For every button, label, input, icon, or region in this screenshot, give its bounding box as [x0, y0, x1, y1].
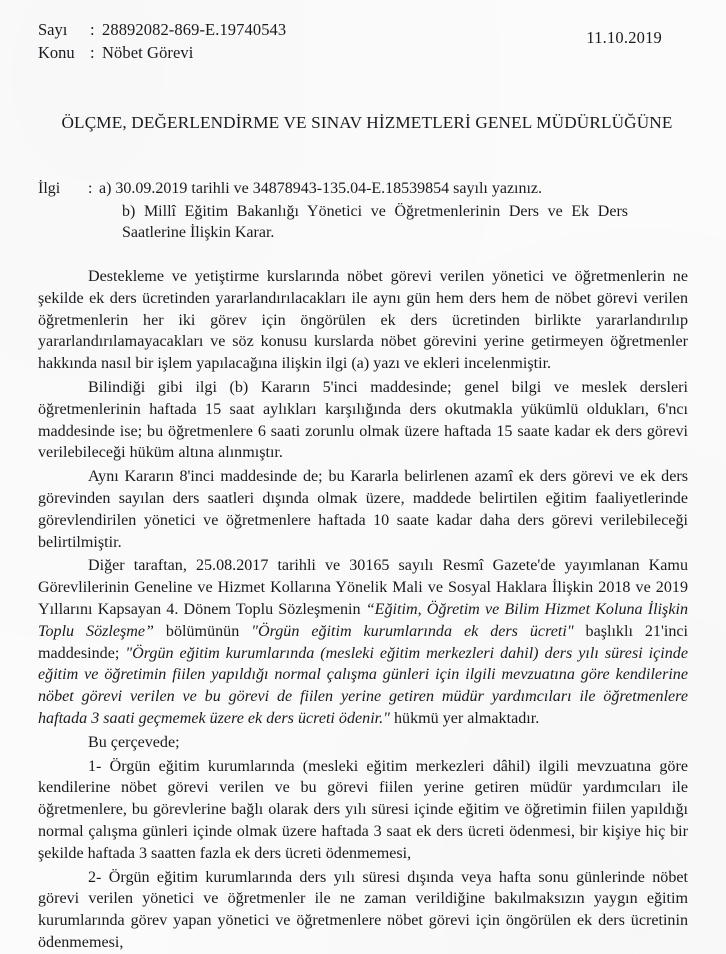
numbered-item-2: 2- Örgün eğitim kurumlarında ders yılı süresi dışında veya hafta sonu günlerinde nöbet görevi verilen yönetici ve öğretmenler ile ne zaman verildiğine bakılmaksızın yaygın eğitim kurumlarında görev yapan yönetici ve öğretmenlere nöbet görevi için öngörülen ek ders ücretinin ödenmemesi, — [38, 868, 688, 951]
reference-item-a: a) 30.09.2019 tarihli ve 34878943-135.04-E.18539854 sayılı yazınız. — [99, 179, 543, 197]
reference-item-a-row — [38, 178, 690, 200]
numbered-item-1: 1- Örgün eğitim kurumlarında (mesleki eğitim merkezleri dâhil) ilgili mevzuatına göre kendilerine nöbet görevi verilen ve bu görevi fiilen yerine getiren müdür yardımcıları ile öğretmenlere, bu görevlerine bağlı olarak ders yılı süresi içinde eğitim ve öğretimin fiilen yapıldığı normal çalışma günleri içinde olmak üzere haftada 3 saat ek ders ücreti ödenmesi, bir kişiye hiç bir şekilde haftada 3 saatten fazla ek ders ücreti ödenmemesi, — [38, 757, 688, 862]
references-block — [38, 178, 690, 244]
konu-row — [38, 41, 286, 64]
paragraph-4-link-1: bölümünün — [153, 622, 252, 640]
konu-label: Konu — [38, 43, 75, 63]
paragraph-bu-cercevede: Bu çerçevede; — [88, 733, 180, 751]
document-date: 11.10.2019 — [586, 28, 662, 47]
reference-item-b: b) Millî Eğitim Bakanlığı Yönetici ve Öğretmenlerinin Ders ve Ek Ders Saatlerine İlişkin Karar. — [122, 202, 628, 242]
ilgi-label: İlgi — [38, 179, 61, 197]
sayi-row — [38, 18, 286, 41]
header-fields — [38, 18, 286, 65]
paragraph-4-intro: Diğer taraftan, 25.08.2017 tarihli ve 30165 sayılı Resmî Gazete'de yayımlanan Kamu Görevlilerinin Geneline ve Hizmet Kollarına Yönelik Mali ve Sosyal Haklara İlişkin 2018 ve 2019 Yıllarını Kapsayan 4. Dönem Toplu Sözleşmenin — [38, 557, 688, 619]
paragraph-4-outro: hükmü yer almaktadır. — [389, 710, 540, 728]
konu-value: Nöbet Görevi — [102, 43, 194, 63]
addressee-title: ÖLÇME, DEĞERLENDİRME VE SINAV HİZMETLERİ GENEL MÜDÜRLÜĞÜNE — [61, 112, 673, 132]
paragraph-4-quote-2: "Örgün eğitim kurumlarında ek ders ücreti" — [251, 622, 574, 640]
sayi-label: Sayı — [38, 20, 68, 39]
paragraph-4-quote-3: "Örgün eğitim kurumlarında (mesleki eğitim merkezleri dahil) ders yılı süresi içinde eğitim ve öğretimin fiilen yapıldığı normal çalışma günleri için ilgili mevzuatına göre kendilerine nöbet görevi verilen ve bu görevi de fiilen yerine getiren müdür yardımcıları ile öğretmenlere haftada 3 saati geçmemek üzere ek ders ücreti ödenir." — [38, 644, 689, 728]
paragraph-3: Aynı Kararın 8'inci maddesinde de; bu Kararla belirlenen azamî ek ders görevi ve ek ders görevinden sayılan ders saatleri dışında olmak üzere, maddede belirtilen eğitim faaliyetlerinde görevlendirilen yönetici ve öğretmenlere haftada 10 saate kadar daha ders görevi verilebileceği belirtilmiştir. — [38, 468, 688, 551]
document-header — [38, 18, 690, 65]
paragraph-4 — [38, 555, 690, 729]
sayi-colon: : — [90, 20, 95, 39]
paragraph-4-link-2: başlıklı 21'inci maddesinde; — [38, 622, 688, 662]
paragraph-1: Destekleme ve yetiştirme kurslarında nöbet görevi verilen yönetici ve öğretmenlerin ne şekilde ek ders ücretinden yararlandırılacakları ile aynı gün hem ders hem de nöbet görevi verilen öğretmenlerin her iki görev için öngörülen ek ders ücretinden birlikte yararlandırılıp yararlandırılamayacakları ve söz konusu kurslarda nöbet görevini yerine getirmeyen öğretmenler hakkında nasıl bir işlem yapılacağına ilişkin ilgi (a) yazı ve ekleri incelenmiştir. — [38, 268, 688, 373]
paragraph-4-quote-1: “Eğitim, Öğretim ve Bilim Hizmet Koluna İlişkin Toplu Sözleşme” — [38, 601, 688, 640]
paragraph-2: Bilindiği gibi ilgi (b) Kararın 5'inci maddesinde; genel bilgi ve meslek dersleri öğretmenlerinin haftada 15 saat aylıkları karşılığında ders okutmakla yükümlü oldukları, 6'ncı maddesinde ise; bu öğretmenlere 6 saati zorunlu olmak üzere haftada 15 saate kadar ek ders görevi verilebileceği hüküm altına alınmıştır. — [38, 379, 688, 462]
ilgi-colon: : — [88, 179, 93, 197]
document-body — [38, 266, 690, 954]
konu-colon: : — [90, 43, 95, 63]
sayi-value: 28892082-869-E.19740543 — [102, 20, 287, 39]
